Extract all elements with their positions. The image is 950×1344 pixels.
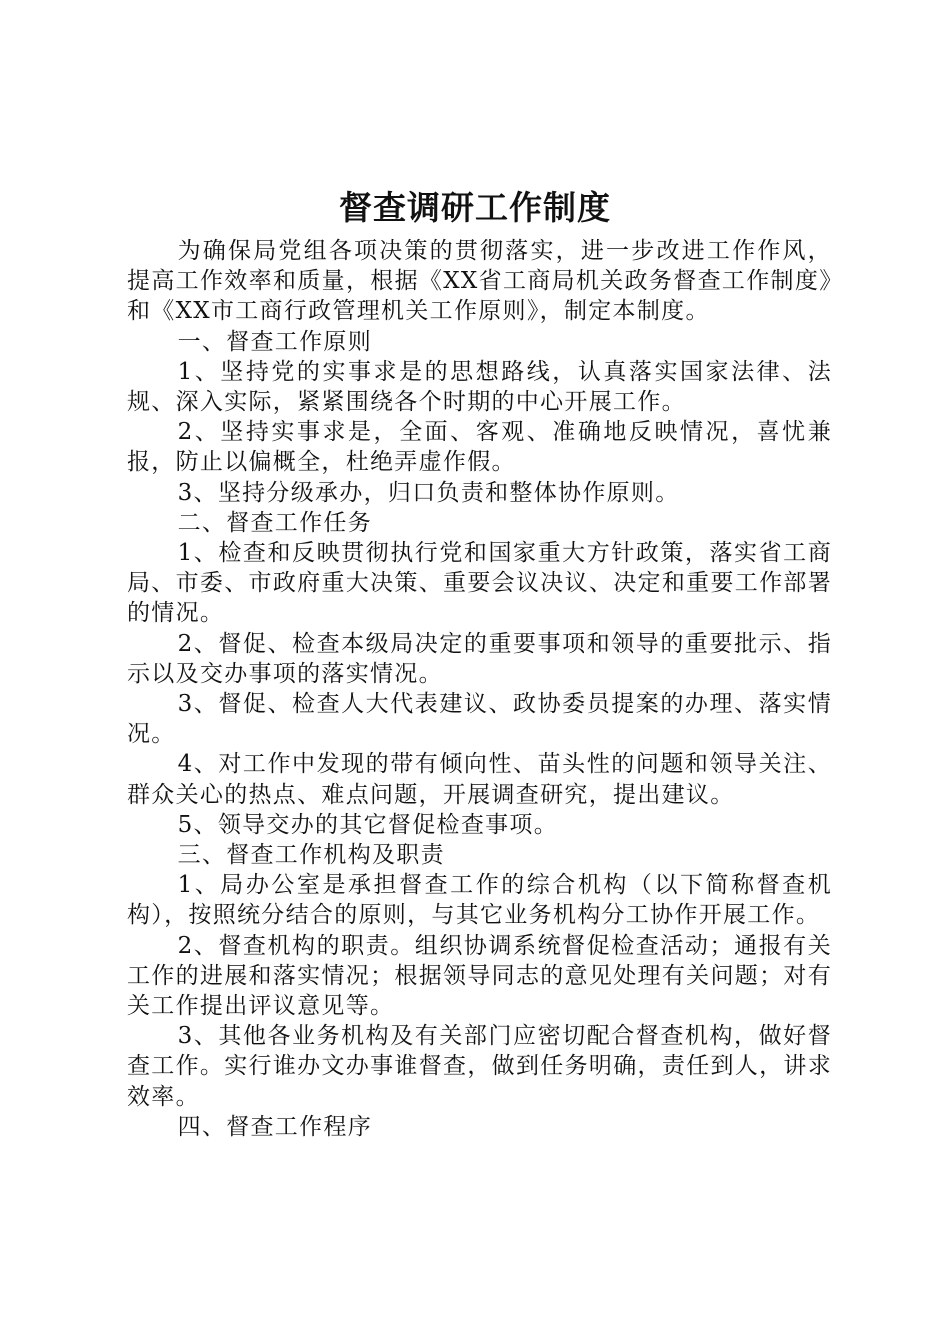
section-heading-organization: 三、督查工作机构及职责 [177,842,445,869]
section-heading-procedure: 四、督查工作程序 [177,1113,372,1140]
task-item-1: 1、检查和反映贯彻执行党和国家重大方针政策，落实省工商局、市委、市政府重大决策、重要会议决议、决定和重要工作部署的情况。 [127,540,832,627]
principle-item-3: 3、坚持分级承办，归口负责和整体协作原则。 [177,479,680,506]
document-title: 督查调研工作制度 [339,188,611,227]
section-heading-principles: 一、督查工作原则 [177,328,372,355]
task-item-3: 3、督促、检查人大代表建议、政协委员提案的办理、落实情况。 [127,691,832,748]
organization-item-2: 2、督查机构的职责。组织协调系统督促检查活动；通报有关工作的进展和落实情况；根据领导同志的意见处理有关问题；对有关工作提出评议意见等。 [127,932,832,1020]
document-body [127,236,832,1142]
task-item-2: 2、督促、检查本级局决定的重要事项和领导的重要批示、指示以及交办事项的落实情况。 [127,630,832,687]
task-item-5: 5、领导交办的其它督促检查事项。 [177,811,559,838]
principle-item-2: 2、坚持实事求是，全面、客观、准确地反映情况，喜忧兼报，防止以偏概全，杜绝弄虚作假。 [127,419,832,476]
section-heading-tasks: 二、督查工作任务 [177,509,372,536]
task-item-4: 4、对工作中发现的带有倾向性、苗头性的问题和领导关注、群众关心的热点、难点问题，开展调查研究，提出建议。 [127,751,832,808]
intro-paragraph: 为确保局党组各项决策的贯彻落实，进一步改进工作作风，提高工作效率和质量，根据《XX省工商局机关政务督查工作制度》和《XX市工商行政管理机关工作原则》，制定本制度。 [127,238,832,325]
organization-item-3: 3、其他各业务机构及有关部门应密切配合督查机构，做好督查工作。实行谁办文办事谁督查，做到任务明确，责任到人，讲求效率。 [127,1023,832,1110]
organization-item-1: 1、局办公室是承担督查工作的综合机构（以下简称督查机构），按照统分结合的原则，与其它业务机构分工协作开展工作。 [127,872,832,929]
principle-item-1: 1、坚持党的实事求是的思想路线，认真落实国家法律、法规、深入实际，紧紧围绕各个时期的中心开展工作。 [127,358,832,416]
